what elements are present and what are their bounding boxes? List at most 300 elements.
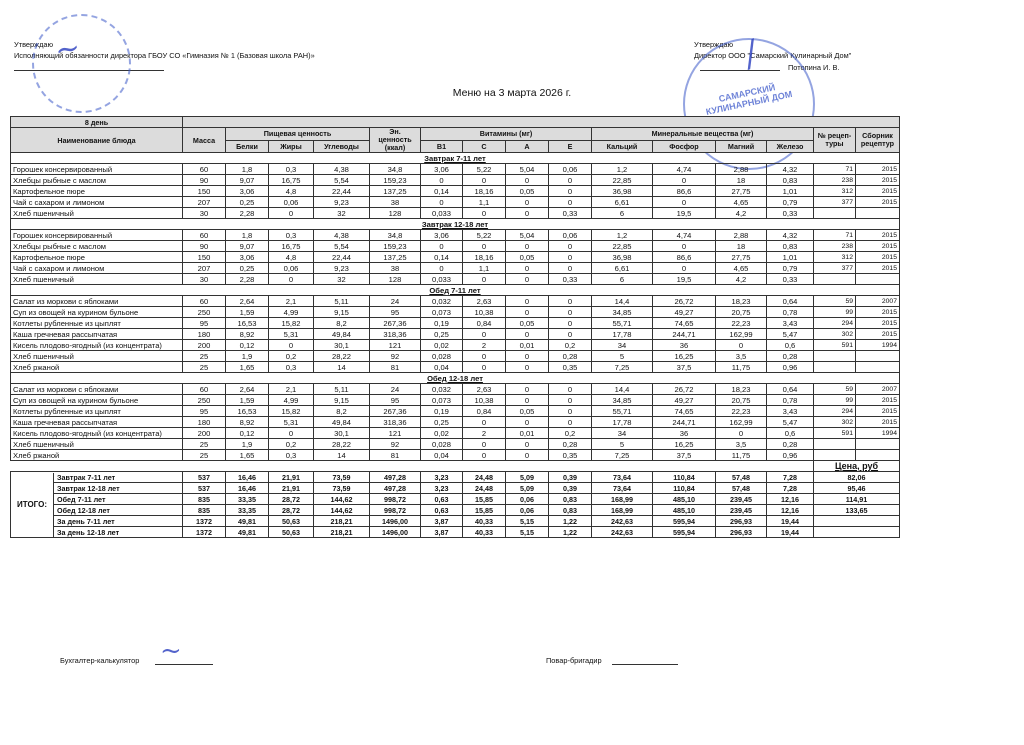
- table-cell: 2,64: [226, 384, 269, 395]
- table-cell: 0,3: [269, 164, 314, 175]
- table-cell: 71: [814, 164, 856, 175]
- price-value: 133,65: [814, 505, 900, 516]
- table-cell: 1,1: [463, 263, 506, 274]
- table-row: [11, 241, 900, 252]
- table-cell: 16,25: [653, 439, 716, 450]
- table-cell: 162,99: [716, 417, 767, 428]
- table-row: [11, 230, 900, 241]
- table-cell: 0: [549, 296, 592, 307]
- table-cell: 110,84: [653, 483, 716, 494]
- table-cell: 3,06: [226, 252, 269, 263]
- table-cell: 9,07: [226, 175, 269, 186]
- section-title: Завтрак 7-11 лет: [11, 153, 900, 164]
- dish-name: Хлебцы рыбные с маслом: [11, 175, 183, 186]
- table-cell: 0: [506, 307, 549, 318]
- table-cell: 0: [549, 395, 592, 406]
- table-row: [11, 318, 900, 329]
- table-row: [11, 208, 900, 219]
- table-cell: 1,2: [592, 230, 653, 241]
- table-cell: 4,65: [716, 263, 767, 274]
- table-cell: 0,073: [421, 307, 463, 318]
- table-cell: 0,05: [506, 186, 549, 197]
- subcol-header: Железо: [767, 140, 814, 153]
- table-cell: 21,91: [269, 472, 314, 483]
- table-cell: 0: [269, 208, 314, 219]
- table-cell: 4,99: [269, 395, 314, 406]
- section-header-row: [11, 219, 900, 230]
- table-cell: 0,01: [506, 428, 549, 439]
- table-cell: 0: [463, 439, 506, 450]
- table-cell: 110,84: [653, 472, 716, 483]
- totals-label: Завтрак 12-18 лет: [11, 483, 183, 494]
- subcol-header: Магний: [716, 140, 767, 153]
- table-cell: 302: [814, 417, 856, 428]
- table-cell: 1,01: [767, 186, 814, 197]
- table-cell: 10,38: [463, 307, 506, 318]
- table-cell: 25: [183, 351, 226, 362]
- table-cell: 2: [463, 340, 506, 351]
- table-cell: 0,33: [549, 208, 592, 219]
- table-cell: 8,2: [314, 318, 370, 329]
- table-cell: 1994: [856, 340, 900, 351]
- dish-name: Чай с сахаром и лимоном: [11, 197, 183, 208]
- table-cell: 6,61: [592, 263, 653, 274]
- table-cell: 312: [814, 252, 856, 263]
- table-cell: 1,8: [226, 164, 269, 175]
- subcol-header: Жиры: [269, 140, 314, 153]
- table-cell: 150: [183, 186, 226, 197]
- table-cell: 59: [814, 384, 856, 395]
- table-cell: 0: [463, 208, 506, 219]
- table-cell: 4,32: [767, 230, 814, 241]
- table-cell: 0,19: [421, 318, 463, 329]
- table-row: [11, 175, 900, 186]
- dish-name: Котлеты рубленные из цыплят: [11, 318, 183, 329]
- table-cell: 3,06: [421, 230, 463, 241]
- table-cell: 3,23: [421, 472, 463, 483]
- table-cell: 5,04: [506, 230, 549, 241]
- table-cell: 180: [183, 329, 226, 340]
- table-cell: 5,22: [463, 230, 506, 241]
- table-cell: 0,2: [549, 428, 592, 439]
- table-cell: 22,23: [716, 318, 767, 329]
- table-cell: 2,63: [463, 296, 506, 307]
- table-row: [11, 296, 900, 307]
- table-cell: 32: [314, 274, 370, 285]
- table-cell: 1,59: [226, 307, 269, 318]
- table-cell: 9,23: [314, 197, 370, 208]
- table-cell: 128: [370, 274, 421, 285]
- table-cell: 2,88: [716, 230, 767, 241]
- table-cell: 22,85: [592, 175, 653, 186]
- dish-name: Каша гречневая рассыпчатая: [11, 329, 183, 340]
- table-cell: 0,28: [767, 439, 814, 450]
- table-cell: 2,28: [226, 274, 269, 285]
- col-mass: Масса: [183, 128, 226, 153]
- table-cell: 296,93: [716, 516, 767, 527]
- subcol-header: Белки: [226, 140, 269, 153]
- subcol-header: А: [506, 140, 549, 153]
- table-cell: 485,10: [653, 505, 716, 516]
- table-cell: 7,25: [592, 362, 653, 373]
- table-cell: 18,23: [716, 384, 767, 395]
- table-cell: 296,93: [716, 527, 767, 538]
- section-header-row: [11, 285, 900, 296]
- table-cell: 34: [592, 428, 653, 439]
- table-cell: 4,2: [716, 208, 767, 219]
- table-cell: 49,81: [226, 527, 269, 538]
- dish-name: Кисель плодово-ягодный (из концентрата): [11, 340, 183, 351]
- table-cell: 121: [370, 340, 421, 351]
- totals-label: За день 12-18 лет: [11, 527, 183, 538]
- table-cell: 19,5: [653, 274, 716, 285]
- table-cell: 16,53: [226, 406, 269, 417]
- table-cell: 0: [463, 274, 506, 285]
- table-cell: 17,78: [592, 329, 653, 340]
- table-cell: 218,21: [314, 527, 370, 538]
- accountant-signature: ~: [160, 636, 182, 666]
- table-cell: 3,5: [716, 351, 767, 362]
- table-cell: 0: [653, 263, 716, 274]
- table-cell: 0,2: [549, 340, 592, 351]
- accountant-label: Бухгалтер-калькулятор: [60, 656, 140, 665]
- dish-name: Картофельное пюре: [11, 252, 183, 263]
- table-cell: 0: [506, 395, 549, 406]
- table-cell: 595,94: [653, 516, 716, 527]
- dish-name: Хлебцы рыбные с маслом: [11, 241, 183, 252]
- table-cell: 1,9: [226, 439, 269, 450]
- table-cell: 0,05: [506, 406, 549, 417]
- table-cell: 38: [370, 263, 421, 274]
- table-cell: 40,33: [463, 516, 506, 527]
- table-cell: 7,28: [767, 483, 814, 494]
- table-cell: 73,59: [314, 483, 370, 494]
- table-cell: 1372: [183, 527, 226, 538]
- table-cell: 121: [370, 428, 421, 439]
- dish-name: Хлеб пшеничный: [11, 439, 183, 450]
- table-cell: 0,35: [549, 450, 592, 461]
- table-cell: 0,79: [767, 263, 814, 274]
- table-cell: 49,27: [653, 395, 716, 406]
- price-label: Цена, руб: [814, 461, 900, 472]
- signature-right: /: [738, 33, 763, 75]
- table-cell: 4,65: [716, 197, 767, 208]
- table-cell: 0,64: [767, 296, 814, 307]
- table-row: [11, 450, 900, 461]
- table-cell: 37,5: [653, 362, 716, 373]
- totals-label: Обед 12-18 лет: [11, 505, 183, 516]
- table-row: [11, 197, 900, 208]
- table-cell: 0,78: [767, 395, 814, 406]
- table-cell: 0: [506, 175, 549, 186]
- table-cell: 0: [549, 417, 592, 428]
- table-cell: 0,19: [421, 406, 463, 417]
- table-cell: 22,85: [592, 241, 653, 252]
- table-cell: 99: [814, 395, 856, 406]
- table-cell: 0,83: [549, 494, 592, 505]
- table-cell: 0,04: [421, 450, 463, 461]
- day-label: 8 день: [11, 117, 183, 128]
- position-right: Директор ООО "Самарский Кулинарный Дом": [694, 51, 852, 60]
- table-cell: 14: [314, 450, 370, 461]
- table-cell: 2,64: [226, 296, 269, 307]
- table-cell: 0: [506, 208, 549, 219]
- table-cell: 0: [549, 197, 592, 208]
- table-cell: 267,36: [370, 318, 421, 329]
- table-row: [11, 406, 900, 417]
- table-cell: 0,64: [767, 384, 814, 395]
- table-cell: 5,47: [767, 417, 814, 428]
- dish-name: Суп из овощей на курином бульоне: [11, 307, 183, 318]
- table-cell: 244,71: [653, 417, 716, 428]
- table-cell: 294: [814, 406, 856, 417]
- table-cell: 835: [183, 505, 226, 516]
- subcol-header: В1: [421, 140, 463, 153]
- table-cell: 4,2: [716, 274, 767, 285]
- table-cell: 0,06: [549, 164, 592, 175]
- table-cell: 159,23: [370, 175, 421, 186]
- table-cell: 1,9: [226, 351, 269, 362]
- section-header-row: [11, 153, 900, 164]
- table-cell: 71: [814, 230, 856, 241]
- table-cell: 0,28: [549, 439, 592, 450]
- table-cell: 73,64: [592, 472, 653, 483]
- table-cell: 0,033: [421, 208, 463, 219]
- table-cell: 218,21: [314, 516, 370, 527]
- table-cell: 86,6: [653, 186, 716, 197]
- table-cell: 18,23: [716, 296, 767, 307]
- table-cell: 15,82: [269, 406, 314, 417]
- table-cell: 2: [463, 428, 506, 439]
- dish-name: Хлеб ржаной: [11, 362, 183, 373]
- table-cell: 3,43: [767, 318, 814, 329]
- col-food-value: Пищевая ценность: [226, 128, 370, 141]
- dish-name: Каша гречневая рассыпчатая: [11, 417, 183, 428]
- table-cell: 36: [653, 340, 716, 351]
- table-cell: [814, 362, 856, 373]
- table-cell: 99: [814, 307, 856, 318]
- table-cell: 4,74: [653, 164, 716, 175]
- table-cell: 49,84: [314, 329, 370, 340]
- page-title: Меню на 3 марта 2026 г.: [452, 87, 572, 99]
- table-cell: 81: [370, 450, 421, 461]
- table-row: [11, 351, 900, 362]
- approve-left: Утверждаю: [14, 40, 54, 49]
- itogo-label: ИТОГО:: [11, 473, 54, 537]
- subcol-header: Углеводы: [314, 140, 370, 153]
- table-cell: 998,72: [370, 505, 421, 516]
- table-cell: 0,83: [549, 505, 592, 516]
- table-cell: 250: [183, 307, 226, 318]
- table-cell: 294: [814, 318, 856, 329]
- table-cell: 28,72: [269, 505, 314, 516]
- table-cell: 0,3: [269, 362, 314, 373]
- table-cell: 5: [592, 351, 653, 362]
- table-cell: 1,22: [549, 527, 592, 538]
- table-cell: 16,75: [269, 175, 314, 186]
- table-cell: 0,028: [421, 351, 463, 362]
- table-cell: 2015: [856, 241, 900, 252]
- dish-name: Салат из моркови с яблоками: [11, 296, 183, 307]
- table-cell: 0: [421, 175, 463, 186]
- table-cell: 318,36: [370, 329, 421, 340]
- table-cell: 0: [549, 329, 592, 340]
- table-cell: 0,06: [506, 505, 549, 516]
- table-cell: 0,028: [421, 439, 463, 450]
- price-value: [814, 516, 900, 527]
- table-cell: 81: [370, 362, 421, 373]
- table-cell: 595,94: [653, 527, 716, 538]
- table-cell: 34,8: [370, 230, 421, 241]
- table-cell: 591: [814, 340, 856, 351]
- table-cell: 6: [592, 274, 653, 285]
- table-cell: 377: [814, 263, 856, 274]
- table-cell: 0: [421, 263, 463, 274]
- table-cell: 2015: [856, 417, 900, 428]
- table-cell: 34,85: [592, 307, 653, 318]
- table-cell: 1,1: [463, 197, 506, 208]
- totals-row: [11, 472, 900, 483]
- table-cell: 30,1: [314, 340, 370, 351]
- table-cell: 8,92: [226, 417, 269, 428]
- table-cell: 19,5: [653, 208, 716, 219]
- table-cell: 30: [183, 274, 226, 285]
- price-value: 114,91: [814, 494, 900, 505]
- table-cell: 50,63: [269, 527, 314, 538]
- table-cell: 0,96: [767, 362, 814, 373]
- table-cell: 0,63: [421, 505, 463, 516]
- table-cell: 86,6: [653, 252, 716, 263]
- table-cell: 24,48: [463, 483, 506, 494]
- table-row: [11, 384, 900, 395]
- table-cell: 537: [183, 483, 226, 494]
- table-cell: 0: [506, 241, 549, 252]
- table-cell: 485,10: [653, 494, 716, 505]
- table-cell: 0: [506, 439, 549, 450]
- table-cell: 0: [463, 329, 506, 340]
- table-cell: 22,23: [716, 406, 767, 417]
- table-cell: 90: [183, 175, 226, 186]
- table-cell: 1,22: [549, 516, 592, 527]
- table-cell: 0,032: [421, 384, 463, 395]
- table-cell: 0,96: [767, 450, 814, 461]
- table-cell: 0,25: [421, 329, 463, 340]
- price-header-row: [11, 461, 900, 472]
- table-cell: 24,48: [463, 472, 506, 483]
- table-cell: 22,44: [314, 252, 370, 263]
- table-cell: 27,75: [716, 186, 767, 197]
- dish-name: Суп из овощей на курином бульоне: [11, 395, 183, 406]
- table-cell: 0: [463, 450, 506, 461]
- dish-name: Хлеб ржаной: [11, 450, 183, 461]
- table-cell: 0: [549, 384, 592, 395]
- table-cell: 0,28: [549, 351, 592, 362]
- table-cell: 1496,00: [370, 527, 421, 538]
- table-row: [11, 274, 900, 285]
- table-cell: 15,85: [463, 494, 506, 505]
- totals-row: [11, 516, 900, 527]
- table-cell: 137,25: [370, 186, 421, 197]
- position-left: Исполняющий обязанности директора ГБОУ СО «Гимназия № 1 (Базовая школа РАН)»: [14, 51, 315, 60]
- table-row: [11, 329, 900, 340]
- table-row: [11, 307, 900, 318]
- table-cell: 11,75: [716, 450, 767, 461]
- table-cell: 207: [183, 263, 226, 274]
- table-cell: 0,33: [767, 274, 814, 285]
- table-cell: 144,62: [314, 494, 370, 505]
- table-cell: 0,14: [421, 252, 463, 263]
- table-cell: 0,12: [226, 428, 269, 439]
- dish-name: Хлеб пшеничный: [11, 274, 183, 285]
- table-cell: 25: [183, 362, 226, 373]
- table-cell: 8,92: [226, 329, 269, 340]
- table-cell: 2015: [856, 252, 900, 263]
- table-cell: 998,72: [370, 494, 421, 505]
- table-cell: 10,38: [463, 395, 506, 406]
- table-cell: 5,04: [506, 164, 549, 175]
- table-cell: 0,05: [506, 318, 549, 329]
- table-cell: 14: [314, 362, 370, 373]
- table-cell: 36: [653, 428, 716, 439]
- table-cell: 95: [183, 318, 226, 329]
- table-cell: 7,28: [767, 472, 814, 483]
- price-spacer: [11, 461, 814, 472]
- col-energy: Эн. ценность (ккал): [370, 128, 421, 153]
- table-cell: 2,1: [269, 384, 314, 395]
- table-cell: 0: [421, 241, 463, 252]
- table-cell: 20,75: [716, 395, 767, 406]
- table-cell: 312: [814, 186, 856, 197]
- table-cell: 50,63: [269, 516, 314, 527]
- table-cell: 19,44: [767, 527, 814, 538]
- table-cell: 1,01: [767, 252, 814, 263]
- table-cell: 159,23: [370, 241, 421, 252]
- table-cell: 0,84: [463, 318, 506, 329]
- table-cell: 1,2: [592, 164, 653, 175]
- table-row: [11, 417, 900, 428]
- table-row: [11, 395, 900, 406]
- table-cell: 238: [814, 175, 856, 186]
- table-cell: 3,06: [421, 164, 463, 175]
- totals-label: Завтрак 7-11 лет: [11, 472, 183, 483]
- signature-left: ~: [52, 30, 83, 69]
- table-cell: 200: [183, 428, 226, 439]
- table-row: [11, 428, 900, 439]
- table-cell: 60: [183, 164, 226, 175]
- table-cell: 0: [269, 274, 314, 285]
- table-cell: 7,25: [592, 450, 653, 461]
- menu-table: [10, 116, 900, 538]
- table-cell: 95: [370, 395, 421, 406]
- table-cell: 0: [716, 340, 767, 351]
- table-cell: 16,53: [226, 318, 269, 329]
- table-cell: 32: [314, 208, 370, 219]
- table-cell: 0,3: [269, 450, 314, 461]
- table-cell: 4,8: [269, 186, 314, 197]
- table-cell: 0,06: [506, 494, 549, 505]
- table-cell: 0,25: [226, 263, 269, 274]
- totals-row: [11, 505, 900, 516]
- table-cell: 168,99: [592, 494, 653, 505]
- table-cell: 25: [183, 439, 226, 450]
- dish-name: Чай с сахаром и лимоном: [11, 263, 183, 274]
- table-cell: 24: [370, 384, 421, 395]
- table-cell: 18,16: [463, 186, 506, 197]
- table-cell: 5,22: [463, 164, 506, 175]
- table-cell: 3,23: [421, 483, 463, 494]
- dish-name: Хлеб пшеничный: [11, 351, 183, 362]
- table-cell: 0: [549, 406, 592, 417]
